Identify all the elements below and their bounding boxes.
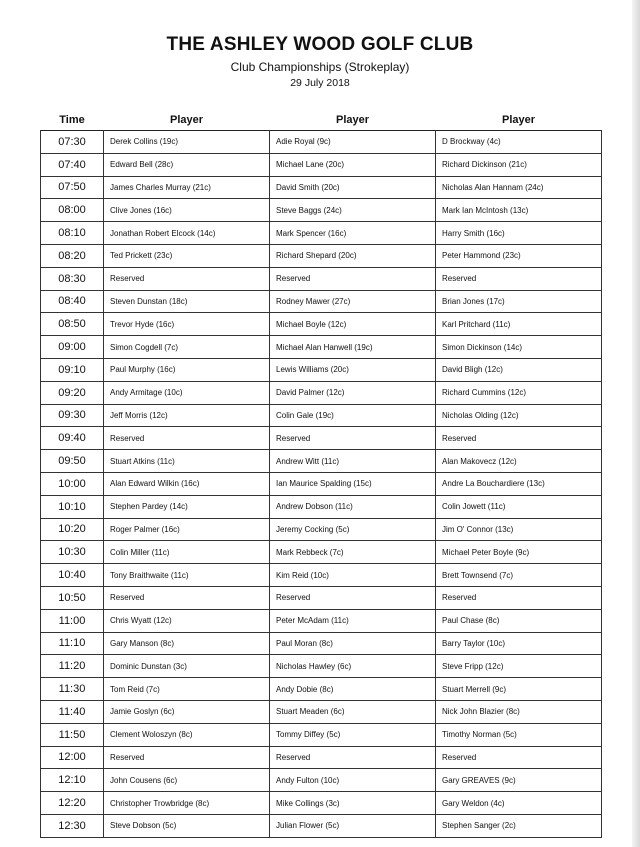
table-row	[41, 244, 602, 267]
tee-time: 11:20	[41, 655, 104, 678]
player-cell: Tony Braithwaite (11c)	[104, 564, 270, 587]
table-row	[41, 814, 602, 837]
player-cell: Gary Manson (8c)	[104, 632, 270, 655]
player-cell: Jonathan Robert Elcock (14c)	[104, 222, 270, 245]
tee-time: 09:50	[41, 450, 104, 473]
tee-time: 12:10	[41, 769, 104, 792]
player-cell: Mike Collings (3c)	[270, 792, 436, 815]
player-cell: Richard Cummins (12c)	[436, 381, 602, 404]
player-cell: Nicholas Olding (12c)	[436, 404, 602, 427]
player-cell: Dominic Dunstan (3c)	[104, 655, 270, 678]
column-header-player-2: Player	[335, 114, 370, 126]
table-row	[41, 632, 602, 655]
player-cell: Stuart Meaden (6c)	[270, 700, 436, 723]
table-row	[41, 176, 602, 199]
table-row	[41, 290, 602, 313]
player-cell: Jamie Goslyn (6c)	[104, 700, 270, 723]
tee-time: 11:30	[41, 678, 104, 701]
player-cell: Andrew Dobson (11c)	[270, 495, 436, 518]
column-header-time: Time	[59, 114, 85, 126]
player-cell: Julian Flower (5c)	[270, 814, 436, 837]
player-cell: Chris Wyatt (12c)	[104, 609, 270, 632]
table-row	[41, 153, 602, 176]
tee-time: 09:40	[41, 427, 104, 450]
player-cell: Reserved	[104, 746, 270, 769]
player-cell: Steven Dunstan (18c)	[104, 290, 270, 313]
player-cell: Stuart Atkins (11c)	[104, 450, 270, 473]
player-cell: Tom Reid (7c)	[104, 678, 270, 701]
page-edge-shadow	[632, 0, 640, 847]
player-cell: Steve Baggs (24c)	[270, 199, 436, 222]
player-cell: Trevor Hyde (16c)	[104, 313, 270, 336]
player-cell: Karl Pritchard (11c)	[436, 313, 602, 336]
table-row	[41, 358, 602, 381]
player-cell: Richard Dickinson (21c)	[436, 153, 602, 176]
tee-time: 10:40	[41, 564, 104, 587]
table-row	[41, 655, 602, 678]
player-cell: Rodney Mawer (27c)	[270, 290, 436, 313]
table-row	[41, 586, 602, 609]
event-date: 29 July 2018	[290, 77, 350, 89]
player-cell: Steve Dobson (5c)	[104, 814, 270, 837]
tee-time: 08:40	[41, 290, 104, 313]
tee-time: 10:20	[41, 518, 104, 541]
tee-time: 08:50	[41, 313, 104, 336]
player-cell: Reserved	[104, 427, 270, 450]
table-row	[41, 450, 602, 473]
player-cell: Stephen Pardey (14c)	[104, 495, 270, 518]
tee-time: 08:20	[41, 244, 104, 267]
player-cell: Andy Dobie (8c)	[270, 678, 436, 701]
player-cell: Derek Collins (19c)	[104, 131, 270, 154]
player-cell: Ted Prickett (23c)	[104, 244, 270, 267]
player-cell: Clive Jones (16c)	[104, 199, 270, 222]
table-row	[41, 404, 602, 427]
table-row	[41, 723, 602, 746]
player-cell: Michael Boyle (12c)	[270, 313, 436, 336]
page-subtitle: Club Championships (Strokeplay)	[230, 60, 410, 74]
player-cell: Paul Murphy (16c)	[104, 358, 270, 381]
column-header-player-3: Player	[501, 114, 536, 126]
tee-time: 08:00	[41, 199, 104, 222]
player-cell: Ian Maurice Spalding (15c)	[270, 472, 436, 495]
table-row	[41, 267, 602, 290]
player-cell: Reserved	[270, 427, 436, 450]
player-cell: Lewis Williams (20c)	[270, 358, 436, 381]
player-cell: James Charles Murray (21c)	[104, 176, 270, 199]
player-cell: Michael Peter Boyle (9c)	[436, 541, 602, 564]
player-cell: Reserved	[436, 746, 602, 769]
tee-time: 09:20	[41, 381, 104, 404]
table-row	[41, 541, 602, 564]
table-row	[41, 381, 602, 404]
player-cell: Reserved	[436, 267, 602, 290]
player-cell: Nicholas Alan Hannam (24c)	[436, 176, 602, 199]
player-cell: Andy Armitage (10c)	[104, 381, 270, 404]
table-row	[41, 700, 602, 723]
tee-time: 09:10	[41, 358, 104, 381]
tee-time: 11:00	[41, 609, 104, 632]
table-row	[41, 427, 602, 450]
player-cell: Jeff Morris (12c)	[104, 404, 270, 427]
player-cell: Mark Spencer (16c)	[270, 222, 436, 245]
player-cell: Reserved	[270, 746, 436, 769]
column-header-player-1: Player	[169, 114, 204, 126]
player-cell: Stephen Sanger (2c)	[436, 814, 602, 837]
player-cell: Adie Royal (9c)	[270, 131, 436, 154]
player-cell: Alan Edward Wilkin (16c)	[104, 472, 270, 495]
player-cell: Richard Shepard (20c)	[270, 244, 436, 267]
player-cell: Simon Cogdell (7c)	[104, 336, 270, 359]
player-cell: Mark Ian McIntosh (13c)	[436, 199, 602, 222]
player-cell: Jim O' Connor (13c)	[436, 518, 602, 541]
player-cell: Colin Jowett (11c)	[436, 495, 602, 518]
tee-time: 11:40	[41, 700, 104, 723]
player-cell: Andy Fulton (10c)	[270, 769, 436, 792]
table-row	[41, 222, 602, 245]
table-row	[41, 336, 602, 359]
player-cell: Andre La Bouchardiere (13c)	[436, 472, 602, 495]
player-cell: Reserved	[104, 586, 270, 609]
player-cell: Barry Taylor (10c)	[436, 632, 602, 655]
player-cell: Tommy Diffey (5c)	[270, 723, 436, 746]
table-row	[41, 518, 602, 541]
player-cell: Gary GREAVES (9c)	[436, 769, 602, 792]
tee-time: 09:30	[41, 404, 104, 427]
player-cell: Gary Weldon (4c)	[436, 792, 602, 815]
player-cell: D Brockway (4c)	[436, 131, 602, 154]
table-row	[41, 472, 602, 495]
table-row	[41, 495, 602, 518]
table-row	[41, 313, 602, 336]
table-row	[41, 131, 602, 154]
player-cell: Roger Palmer (16c)	[104, 518, 270, 541]
player-cell: Nick John Blazier (8c)	[436, 700, 602, 723]
tee-times-table	[40, 110, 602, 838]
player-cell: Brett Townsend (7c)	[436, 564, 602, 587]
player-cell: Steve Fripp (12c)	[436, 655, 602, 678]
player-cell: Reserved	[270, 586, 436, 609]
player-cell: Christopher Trowbridge (8c)	[104, 792, 270, 815]
player-cell: Kim Reid (10c)	[270, 564, 436, 587]
tee-time: 10:00	[41, 472, 104, 495]
player-cell: Reserved	[436, 427, 602, 450]
tee-time: 10:50	[41, 586, 104, 609]
page-title: THE ASHLEY WOOD GOLF CLUB	[166, 34, 474, 55]
player-cell: Michael Lane (20c)	[270, 153, 436, 176]
table-row	[41, 769, 602, 792]
player-cell: Reserved	[436, 586, 602, 609]
player-cell: Paul Chase (8c)	[436, 609, 602, 632]
player-cell: Reserved	[270, 267, 436, 290]
player-cell: Michael Alan Hanwell (19c)	[270, 336, 436, 359]
tee-time: 09:00	[41, 336, 104, 359]
tee-time: 07:40	[41, 153, 104, 176]
player-cell: David Smith (20c)	[270, 176, 436, 199]
player-cell: David Palmer (12c)	[270, 381, 436, 404]
table-row	[41, 746, 602, 769]
player-cell: Colin Miller (11c)	[104, 541, 270, 564]
player-cell: Reserved	[104, 267, 270, 290]
tee-time: 12:00	[41, 746, 104, 769]
player-cell: John Cousens (6c)	[104, 769, 270, 792]
player-cell: Stuart Merrell (9c)	[436, 678, 602, 701]
player-cell: Brian Jones (17c)	[436, 290, 602, 313]
player-cell: Timothy Norman (5c)	[436, 723, 602, 746]
tee-time: 08:10	[41, 222, 104, 245]
tee-time: 11:50	[41, 723, 104, 746]
table-row	[41, 609, 602, 632]
player-cell: Jeremy Cocking (5c)	[270, 518, 436, 541]
player-cell: Clement Woloszyn (8c)	[104, 723, 270, 746]
player-cell: Harry Smith (16c)	[436, 222, 602, 245]
table-row	[41, 792, 602, 815]
table-body	[41, 131, 602, 838]
player-cell: Peter Hammond (23c)	[436, 244, 602, 267]
player-cell: Colin Gale (19c)	[270, 404, 436, 427]
table-row	[41, 564, 602, 587]
player-cell: Simon Dickinson (14c)	[436, 336, 602, 359]
player-cell: Peter McAdam (11c)	[270, 609, 436, 632]
tee-time: 07:30	[41, 131, 104, 154]
tee-time: 12:30	[41, 814, 104, 837]
table-header-row	[41, 110, 602, 131]
table-row	[41, 678, 602, 701]
tee-time: 10:10	[41, 495, 104, 518]
tee-time: 08:30	[41, 267, 104, 290]
player-cell: Mark Rebbeck (7c)	[270, 541, 436, 564]
player-cell: Andrew Witt (11c)	[270, 450, 436, 473]
table-row	[41, 199, 602, 222]
player-cell: Edward Bell (28c)	[104, 153, 270, 176]
player-cell: David Bligh (12c)	[436, 358, 602, 381]
tee-time: 10:30	[41, 541, 104, 564]
player-cell: Paul Moran (8c)	[270, 632, 436, 655]
tee-time: 11:10	[41, 632, 104, 655]
player-cell: Alan Makovecz (12c)	[436, 450, 602, 473]
player-cell: Nicholas Hawley (6c)	[270, 655, 436, 678]
tee-time: 12:20	[41, 792, 104, 815]
tee-time: 07:50	[41, 176, 104, 199]
